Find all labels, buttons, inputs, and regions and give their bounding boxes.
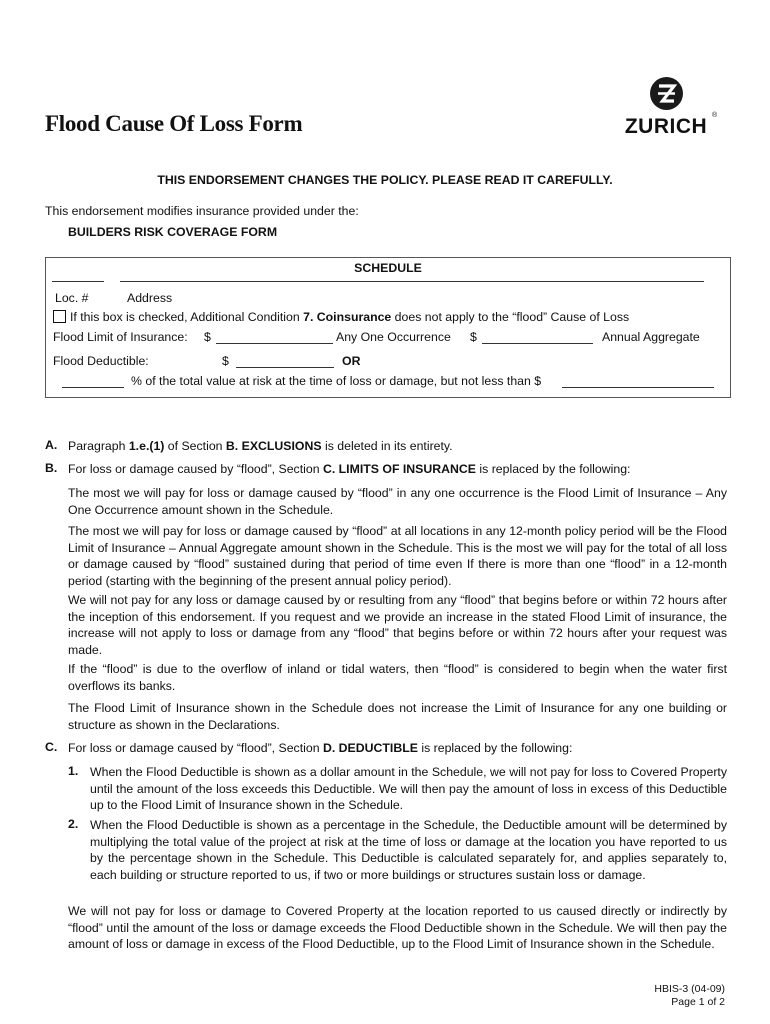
loc-label: Loc. # — [55, 291, 89, 305]
section-b-paragraph-4: If the “flood” is due to the overflow of inland or tidal waters, then “flood” is considered to begin when the water first overflows its banks. — [68, 662, 727, 693]
any-one-occurrence-label: Any One Occurrence — [336, 330, 451, 344]
section-b-bold: C. LIMITS OF INSURANCE — [322, 462, 476, 476]
minimum-deductible-field[interactable] — [562, 374, 714, 388]
zurich-logo-text: ZURICH — [624, 115, 708, 138]
section-b-paragraph-2: The most we will pay for loss or damage caused by “flood” at all locations in any 12-month policy period will be the Flood Limit of Insurance – Annual Aggregate amount shown in the Schedule. This is the most we will pay for the total of all loss or damage caused by “flood” sustained during that period of time even If there is more than one “flood” in a 12-month period (starting with the beginning of the present annual policy period). — [68, 524, 727, 588]
flood-limit-label: Flood Limit of Insurance: — [53, 330, 188, 344]
section-c1-text: When the Flood Deductible is shown as a dollar amount in the Schedule, we will not pay for loss to Covered Property until the amount of the loss exceeds this Deductible. We will then pay the amount of loss in excess of this Deductible up to the Flood Limit of Insurance shown in the Schedule. — [90, 765, 727, 812]
form-code: HBIS-3 (04-09) — [654, 983, 725, 995]
coinsurance-text-post: does not apply to the “flood” Cause of Loss — [391, 310, 630, 324]
loc-field[interactable] — [52, 281, 104, 282]
page-title: Flood Cause Of Loss Form — [45, 111, 303, 136]
section-b-paragraph-3: We will not pay for any loss or damage caused by or resulting from any “flood” that begins before or within 72 hours after the inception of this endorsement. If you request and we provide an increase in the stated Flood Limit of insurance, the increase will not apply to loss or damage from any “flood” that begins before or within 72 hours after your request was made. — [68, 593, 727, 657]
section-c-bold: D. DEDUCTIBLE — [322, 741, 418, 755]
schedule-box — [45, 257, 731, 398]
coinsurance-checkbox[interactable] — [53, 310, 66, 323]
zurich-logo-mark — [650, 77, 683, 110]
form-name: BUILDERS RISK COVERAGE FORM — [68, 225, 278, 239]
section-c2-label: 2. — [68, 817, 79, 831]
section-b-label: B. — [45, 461, 58, 475]
section-b-paragraph-5: The Flood Limit of Insurance shown in the Schedule does not increase the Limit of Insurance for any one building or structure as shown in the Declarations. — [68, 701, 727, 732]
address-label: Address — [127, 291, 173, 305]
annual-aggregate-field[interactable] — [482, 330, 593, 344]
section-c-pre: For loss or damage caused by “flood”, Section — [68, 741, 323, 755]
section-c-final-paragraph: We will not pay for loss or damage to Covered Property at the location reported to us caused directly or indirectly by “flood” until the amount of the loss or damage exceeds the Flood Deductible shown in the Schedule. We will then pay the amount of loss or damage in excess of the Flood Deductible, up to the Flood Limit of Insurance shown in the Schedule. — [68, 904, 727, 951]
section-c-post: is replaced by the following: — [417, 741, 573, 755]
section-b-text — [68, 461, 728, 478]
section-a-label: A. — [45, 438, 58, 452]
dollar-sign-1: $ — [204, 330, 211, 344]
section-c-text — [68, 740, 728, 757]
annual-aggregate-label: Annual Aggregate — [602, 330, 700, 344]
coinsurance-text-pre: If this box is checked, Additional Condition — [70, 310, 304, 324]
section-a-mid: of Section — [164, 439, 226, 453]
coinsurance-text-bold: 7. Coinsurance — [303, 310, 392, 324]
section-a-bold-2: B. EXCLUSIONS — [225, 439, 322, 453]
percent-text: % of the total value at risk at the time of loss or damage, but not less than $ — [131, 374, 542, 388]
schedule-heading: SCHEDULE — [354, 261, 422, 275]
intro-text: This endorsement modifies insurance provided under the: — [45, 204, 359, 218]
or-label: OR — [342, 354, 361, 368]
address-field[interactable] — [120, 281, 704, 282]
policy-notice: THIS ENDORSEMENT CHANGES THE POLICY. PLEASE READ IT CAREFULLY. — [157, 173, 613, 187]
section-a-pre: Paragraph — [68, 439, 129, 453]
dollar-sign-3: $ — [222, 354, 229, 368]
section-a-bold-1: 1.e.(1) — [128, 439, 165, 453]
dollar-sign-2: $ — [470, 330, 477, 344]
section-b-pre: For loss or damage caused by “flood”, Section — [68, 462, 323, 476]
section-a-post: is deleted in its entirety. — [321, 439, 453, 453]
zurich-logo — [618, 77, 718, 141]
section-a-text — [68, 438, 728, 455]
page-number: Page 1 of 2 — [671, 996, 725, 1008]
registered-mark: ® — [712, 112, 718, 119]
section-c1-label: 1. — [68, 764, 79, 778]
section-b-post: is replaced by the following: — [475, 462, 631, 476]
section-b-paragraph-1: The most we will pay for loss or damage caused by “flood” in any one occurrence is the Flood Limit of Insurance – Any One Occurrence amount shown in the Schedule. — [68, 486, 727, 517]
any-one-occurrence-field[interactable] — [216, 330, 333, 344]
section-c2-text: When the Flood Deductible is shown as a percentage in the Schedule, the Deductible amount will be determined by multiplying the total value of the project at risk at the time of loss or damage at the location you have reported to us by the percentage shown in the Schedule. This Deductible is calculated separately for, and applies separately to, each building or structure reported to us, if two or more buildings or structures sustain loss or damage. — [90, 818, 727, 882]
deductible-amount-field[interactable] — [236, 354, 334, 368]
coinsurance-row — [53, 310, 629, 324]
section-c-label: C. — [45, 740, 58, 754]
deductible-percent-field[interactable] — [62, 374, 124, 388]
flood-deductible-label: Flood Deductible: — [53, 354, 149, 368]
